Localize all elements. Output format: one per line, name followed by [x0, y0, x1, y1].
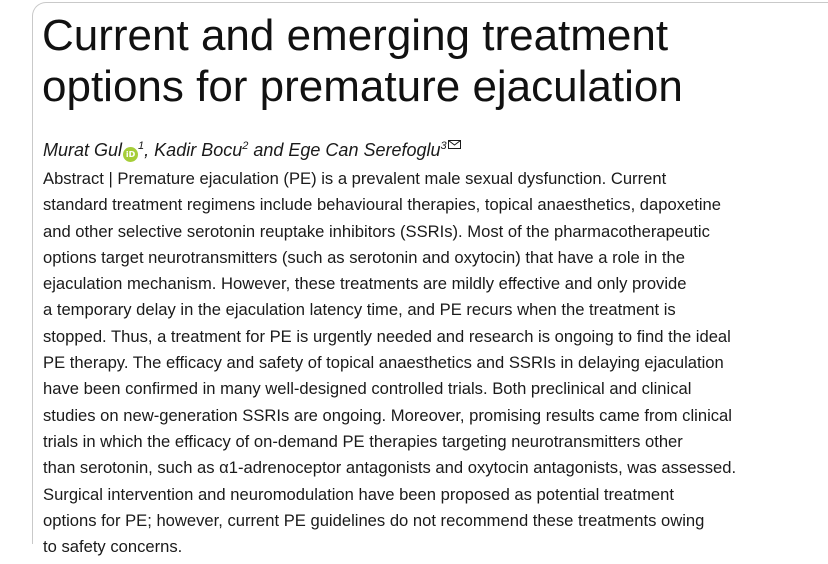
mail-icon[interactable]	[448, 131, 461, 155]
abstract-line: trials in which the efficacy of on-demand PE therapies targeting neurotransmitters other	[43, 431, 683, 451]
author-separator: ,	[144, 140, 155, 160]
abstract-line: ejaculation mechanism. However, these treatments are mildly effective and only provide	[43, 274, 687, 294]
abstract-line: standard treatment regimens include behavioural therapies, topical anaesthetics, dapoxetine	[43, 195, 721, 215]
author-affiliation: 2	[242, 140, 249, 152]
orcid-icon[interactable]: iD	[123, 147, 138, 162]
author-name[interactable]: Ege Can Serefoglu	[288, 140, 441, 160]
article-title	[42, 10, 822, 112]
abstract-line: Surgical intervention and neuromodulation have been proposed as potential treatment	[43, 484, 674, 504]
author-name[interactable]: Kadir Bocu	[154, 140, 243, 160]
abstract-line: options target neurotransmitters (such as serotonin and oxytocin) that have a role in the	[43, 247, 685, 267]
author-name[interactable]: Murat Gul	[43, 140, 123, 160]
abstract-line: stopped. Thus, a treatment for PE is urgently needed and research is ongoing to find the ideal	[43, 326, 731, 346]
article-title-line-1: Current and emerging treatment	[42, 11, 669, 60]
author-affiliation: 1	[138, 140, 145, 152]
abstract-line: studies on new-generation SSRIs are ongoing. Moreover, promising results came from clinical	[43, 405, 732, 425]
author-affiliation: 3	[440, 140, 447, 152]
abstract-line: to safety concerns.	[43, 537, 183, 557]
abstract-line: a temporary delay in the ejaculation latency time, and PE recurs when the treatment is	[43, 300, 676, 320]
abstract-line: have been confirmed in many well-designed controlled trials. Both preclinical and clinical	[43, 379, 692, 399]
author-separator: and	[248, 140, 289, 160]
abstract-line: than serotonin, such as α1-adrenoceptor antagonists and oxytocin antagonists, was assessed.	[43, 458, 737, 478]
abstract-line: and other selective serotonin reuptake inhibitors (SSRIs). Most of the pharmacotherapeutic	[43, 221, 710, 241]
abstract-line: Abstract | Premature ejaculation (PE) is a prevalent male sexual dysfunction. Current	[43, 169, 667, 188]
abstract	[43, 166, 828, 560]
abstract-line: PE therapy. The efficacy and safety of topical anaesthetics and SSRIs in delaying ejaculation	[43, 353, 724, 373]
article-title-line-2: options for premature ejaculation	[42, 62, 683, 111]
author-list	[43, 131, 461, 162]
abstract-line: options for PE; however, current PE guidelines do not recommend these treatments owing	[43, 510, 705, 530]
